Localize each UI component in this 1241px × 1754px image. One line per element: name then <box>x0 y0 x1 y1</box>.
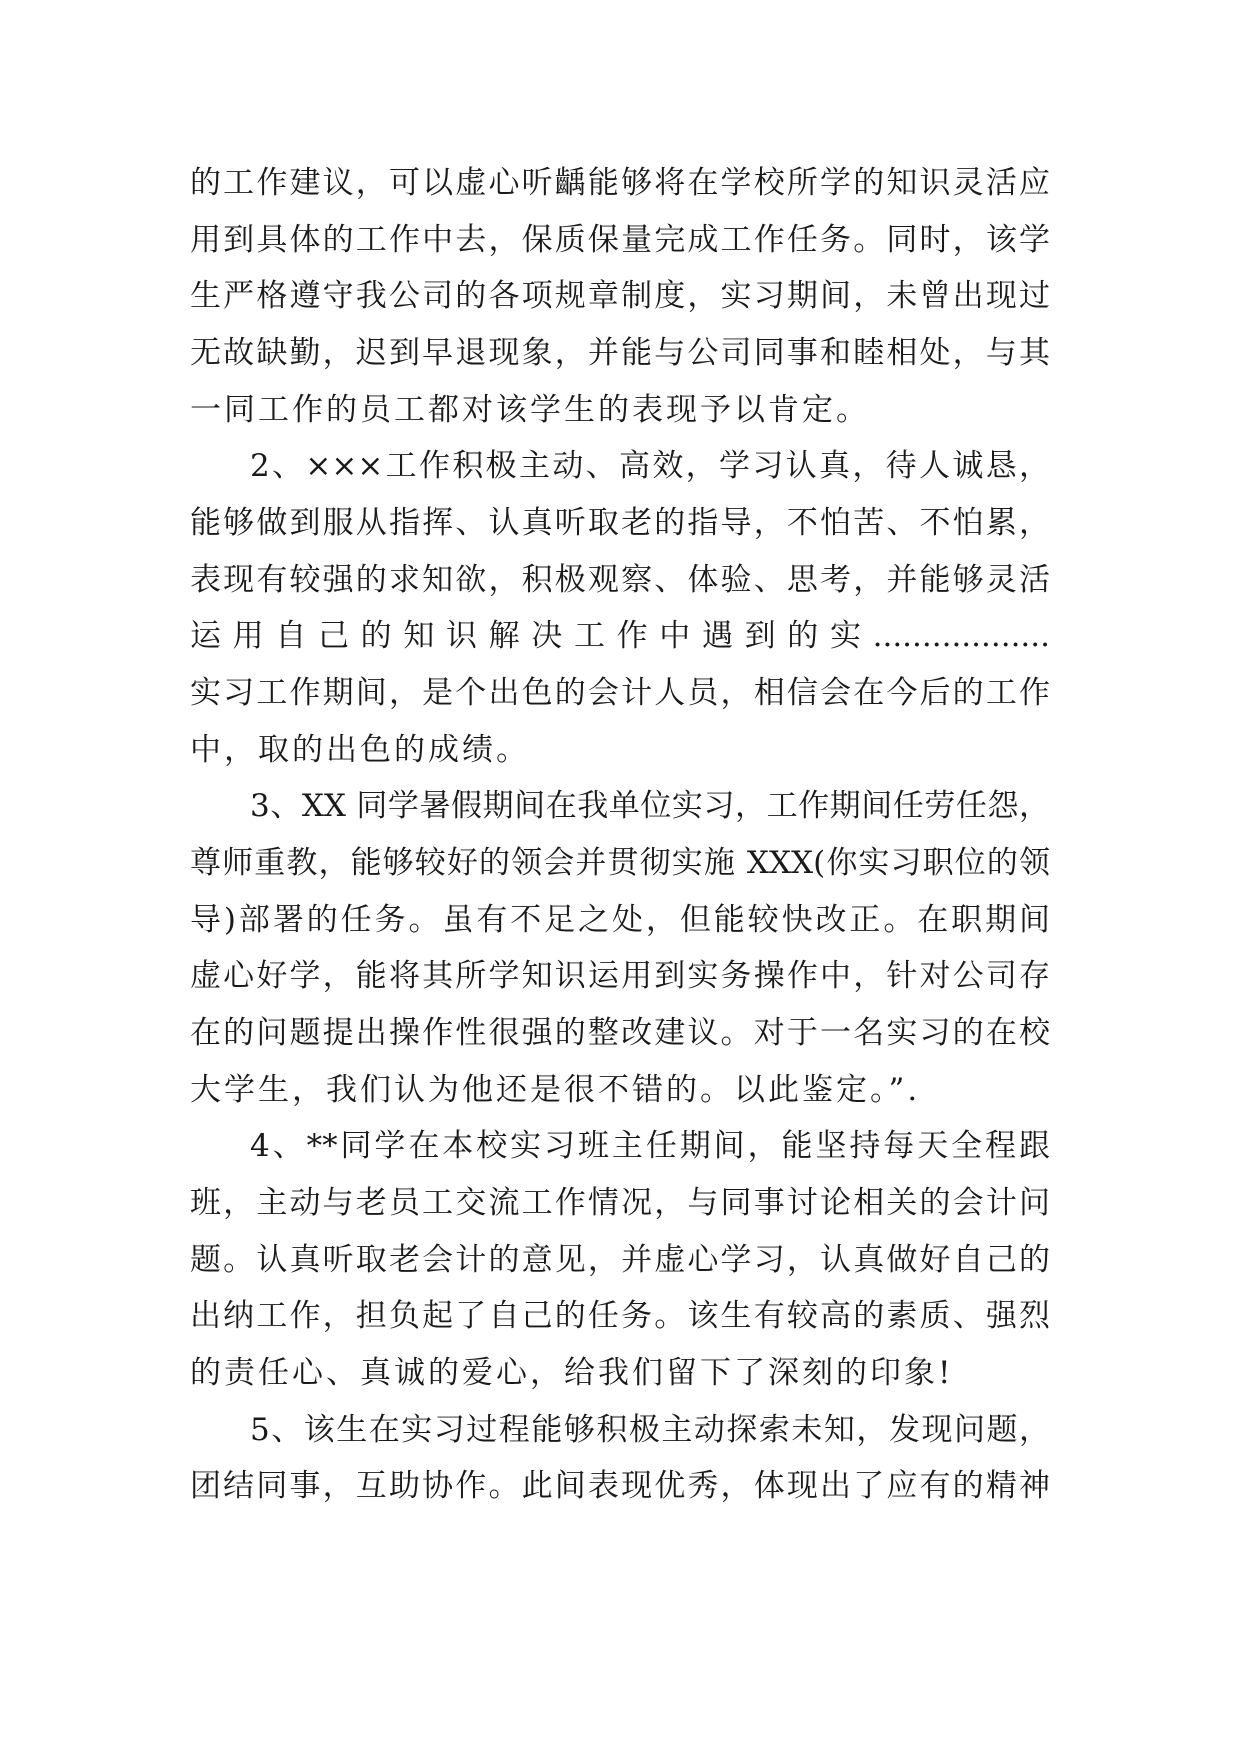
paragraph-2-first-line: 2、×××工作积极主动、高效，学习认真，待人诚恳， <box>250 448 1050 484</box>
text-line: 大学生，我们认为他还是很不错的。以此鉴定。”. <box>190 1072 921 1108</box>
text-line: 尊师重教，能够较好的领会并贯彻实施 XXX(你实习职位的领 <box>190 845 1050 881</box>
text-line: 的责任心、真诚的爱心，给我们留下了深刻的印象! <box>190 1355 954 1391</box>
text-line: 表现有较强的求知欲，积极观察、体验、思考，并能够灵活 <box>190 562 1050 598</box>
text-line: 虚心好学，能将其所学知识运用到实务操作中，针对公司存 <box>190 958 1050 994</box>
text-line: 无故缺勤，迟到早退现象，并能与公司同事和睦相处，与其 <box>190 335 1050 371</box>
text-line: 运用自己的知识解决工作中遇到的实.................. <box>190 618 1050 654</box>
paragraph-5-first-line: 5、该生在实习过程能够积极主动探索未知，发现问题， <box>250 1412 1050 1448</box>
text-line: 班，主动与老员工交流工作情况，与同事讨论相关的会计问 <box>190 1185 1050 1221</box>
text-line: 导)部署的任务。虽有不足之处，但能较快改正。在职期间 <box>190 902 1050 938</box>
text-line: 的工作建议，可以虚心听齲能够将在学校所学的知识灵活应 <box>190 165 1050 201</box>
text-line: 中，取的出色的成绩。 <box>190 732 530 768</box>
text-line: 生严格遵守我公司的各项规章制度，实习期间，未曾出现过 <box>190 278 1050 314</box>
text-line: 一同工作的员工都对该学生的表现予以肯定。 <box>190 392 870 428</box>
text-line: 用到具体的工作中去，保质保量完成工作任务。同时，该学 <box>190 222 1050 258</box>
paragraph-4-first-line: 4、**同学在本校实习班主任期间，能坚持每天全程跟 <box>250 1128 1050 1164</box>
text-line: 能够做到服从指挥、认真听取老的指导，不怕苦、不怕累， <box>190 505 1050 541</box>
text-line: 出纳工作，担负起了自己的任务。该生有较高的素质、强烈 <box>190 1298 1050 1334</box>
text-line: 实习工作期间，是个出色的会计人员，相信会在今后的工作 <box>190 675 1050 711</box>
paragraph-3-first-line: 3、XX 同学暑假期间在我单位实习，工作期间任劳任怨， <box>250 788 1050 824</box>
text-line: 题。认真听取老会计的意见，并虚心学习，认真做好自己的 <box>190 1242 1050 1278</box>
text-line: 团结同事，互助协作。此间表现优秀，体现出了应有的精神 <box>190 1468 1050 1504</box>
text-line: 在的问题提出操作性很强的整改建议。对于一名实习的在校 <box>190 1015 1050 1051</box>
